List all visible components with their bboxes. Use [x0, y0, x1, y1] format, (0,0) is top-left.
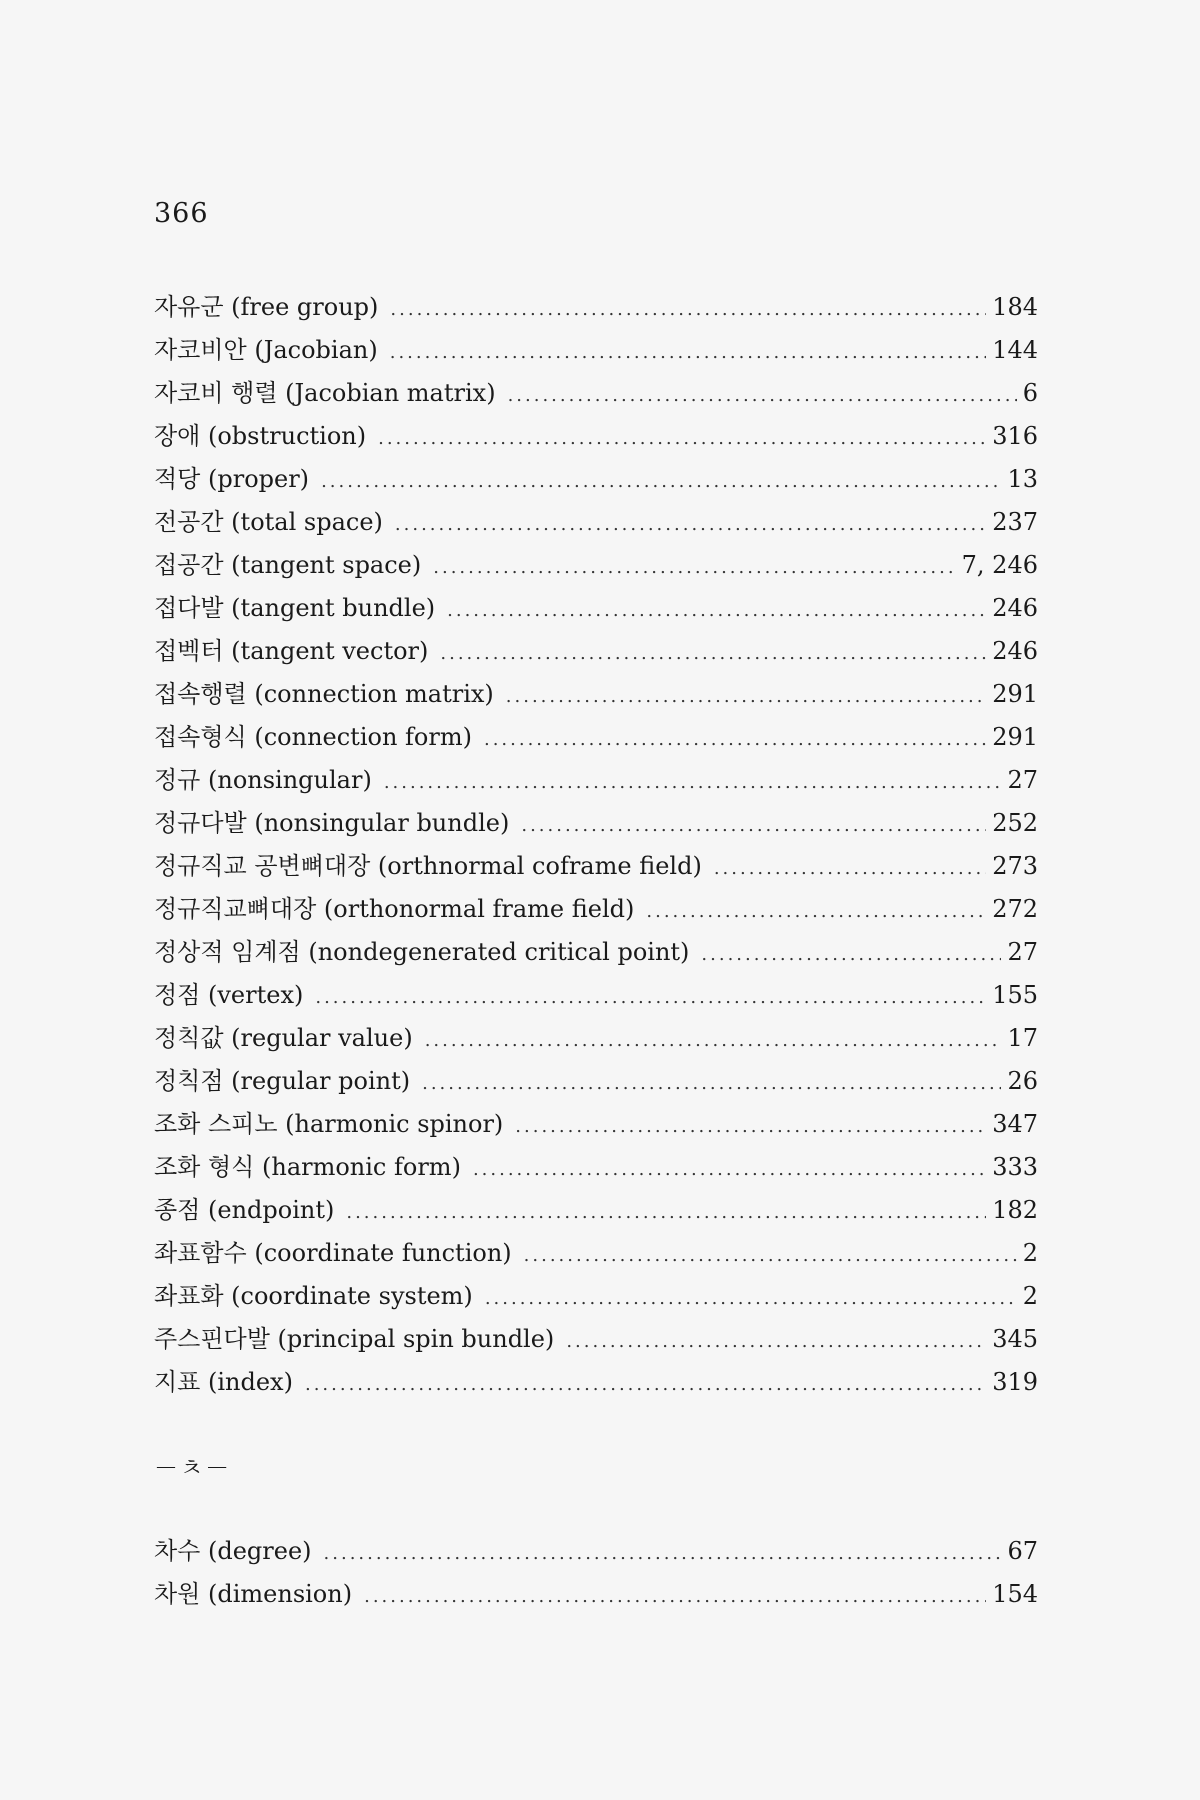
- entry-term: 접속행렬 (connection matrix): [154, 680, 494, 708]
- index-entry: [154, 931, 1038, 974]
- dot-leader: [440, 632, 986, 675]
- dot-leader: [324, 1532, 1002, 1575]
- entry-page: 316: [992, 422, 1038, 450]
- index-entry: [154, 630, 1038, 673]
- index-entry-list: [154, 286, 1038, 1404]
- index-entry: [154, 1232, 1038, 1275]
- entry-page: 246: [992, 637, 1038, 665]
- entry-term: 정칙값 (regular value): [154, 1024, 413, 1052]
- entry-page: 347: [992, 1110, 1038, 1138]
- dot-leader: [506, 675, 986, 718]
- index-entry: [154, 1189, 1038, 1232]
- index-entry: [154, 372, 1038, 415]
- entry-page: 291: [992, 680, 1038, 708]
- page-number: 366: [154, 198, 209, 229]
- entry-term: 정규 (nonsingular): [154, 766, 372, 794]
- entry-page: 27: [1007, 766, 1038, 794]
- dot-leader: [521, 804, 986, 847]
- section-heading: －ㅊ－: [154, 1454, 232, 1482]
- entry-page: 319: [992, 1368, 1038, 1396]
- dot-leader: [515, 1105, 986, 1148]
- entry-page: 333: [992, 1153, 1038, 1181]
- index-entry: [154, 1318, 1038, 1361]
- entry-page: 273: [992, 852, 1038, 880]
- entry-page: 13: [1007, 465, 1038, 493]
- dot-leader: [346, 1191, 986, 1234]
- index-entry: [154, 888, 1038, 931]
- entry-term: 정규직교뼈대장 (orthonormal frame field): [154, 895, 635, 923]
- entry-term: 조화 형식 (harmonic form): [154, 1153, 461, 1181]
- dot-leader: [714, 847, 986, 890]
- entry-page: 345: [992, 1325, 1038, 1353]
- index-entry: [154, 1573, 1038, 1616]
- index-entry: [154, 415, 1038, 458]
- entry-page: 246: [992, 594, 1038, 622]
- entry-page: 7, 246: [961, 551, 1038, 579]
- entry-term: 접벡터 (tangent vector): [154, 637, 429, 665]
- entry-term: 차원 (dimension): [154, 1580, 353, 1608]
- entry-term: 정규다발 (nonsingular bundle): [154, 809, 510, 837]
- dot-leader: [473, 1148, 986, 1191]
- entry-page: 6: [1022, 379, 1038, 407]
- entry-term: 적당 (proper): [154, 465, 310, 493]
- index-entry: [154, 673, 1038, 716]
- index-entry: [154, 587, 1038, 630]
- entry-term: 좌표함수 (coordinate function): [154, 1239, 512, 1267]
- index-entry: [154, 759, 1038, 802]
- entry-page: 67: [1007, 1537, 1038, 1565]
- index-entry: [154, 1146, 1038, 1189]
- entry-page: 27: [1007, 938, 1038, 966]
- index-entry: [154, 329, 1038, 372]
- entry-page: 26: [1007, 1067, 1038, 1095]
- entry-term: 자코비안 (Jacobian): [154, 336, 378, 364]
- entry-term: 주스핀다발 (principal spin bundle): [154, 1325, 555, 1353]
- dot-leader: [384, 761, 1002, 804]
- dot-leader: [485, 1277, 1017, 1320]
- entry-term: 자코비 행렬 (Jacobian matrix): [154, 379, 496, 407]
- entry-term: 접다발 (tangent bundle): [154, 594, 436, 622]
- entry-page: 17: [1007, 1024, 1038, 1052]
- entry-term: 정칙점 (regular point): [154, 1067, 411, 1095]
- index-entry: [154, 1103, 1038, 1146]
- entry-term: 정상적 임계점 (nondegenerated critical point): [154, 938, 690, 966]
- entry-term: 종점 (endpoint): [154, 1196, 335, 1224]
- entry-term: 장애 (obstruction): [154, 422, 367, 450]
- dot-leader: [701, 933, 1001, 976]
- dot-leader: [566, 1320, 986, 1363]
- entry-term: 자유군 (free group): [154, 293, 379, 321]
- dot-leader: [378, 417, 986, 460]
- dot-leader: [305, 1363, 986, 1406]
- entry-term: 지표 (index): [154, 1368, 293, 1396]
- dot-leader: [484, 718, 986, 761]
- entry-page: 184: [992, 293, 1038, 321]
- dot-leader: [395, 503, 986, 546]
- entry-term: 접공간 (tangent space): [154, 551, 422, 579]
- entry-term: 전공간 (total space): [154, 508, 383, 536]
- dot-leader: [433, 546, 955, 589]
- dot-leader: [508, 374, 1017, 417]
- dot-leader: [422, 1062, 1001, 1105]
- entry-page: 237: [992, 508, 1038, 536]
- dot-leader: [390, 331, 986, 374]
- dot-leader: [364, 1575, 986, 1618]
- index-entry: [154, 501, 1038, 544]
- section-entry-list: [154, 1530, 1038, 1616]
- entry-term: 접속형식 (connection form): [154, 723, 472, 751]
- entry-page: 2: [1022, 1239, 1038, 1267]
- index-entry: [154, 544, 1038, 587]
- index-entry: [154, 1017, 1038, 1060]
- entry-page: 272: [992, 895, 1038, 923]
- index-entry: [154, 1060, 1038, 1103]
- dot-leader: [425, 1019, 1002, 1062]
- dot-leader: [447, 589, 986, 632]
- entry-page: 144: [992, 336, 1038, 364]
- entry-page: 252: [992, 809, 1038, 837]
- entry-page: 2: [1022, 1282, 1038, 1310]
- index-entry: [154, 845, 1038, 888]
- dot-leader: [524, 1234, 1017, 1277]
- index-entry: [154, 1275, 1038, 1318]
- index-entry: [154, 1530, 1038, 1573]
- index-entry: [154, 286, 1038, 329]
- entry-page: 182: [992, 1196, 1038, 1224]
- entry-page: 155: [992, 981, 1038, 1009]
- dot-leader: [646, 890, 986, 933]
- entry-term: 정규직교 공변뼈대장 (orthnormal coframe field): [154, 852, 702, 880]
- entry-term: 조화 스피노 (harmonic spinor): [154, 1110, 504, 1138]
- dot-leader: [390, 288, 986, 331]
- index-entry: [154, 974, 1038, 1017]
- entry-page: 154: [992, 1580, 1038, 1608]
- entry-term: 차수 (degree): [154, 1537, 312, 1565]
- entry-term: 좌표화 (coordinate system): [154, 1282, 473, 1310]
- index-entry: [154, 1361, 1038, 1404]
- index-entry: [154, 802, 1038, 845]
- dot-leader: [315, 976, 986, 1019]
- entry-term: 정점 (vertex): [154, 981, 304, 1009]
- index-entry: [154, 716, 1038, 759]
- entry-page: 291: [992, 723, 1038, 751]
- index-entry: [154, 458, 1038, 501]
- dot-leader: [321, 460, 1001, 503]
